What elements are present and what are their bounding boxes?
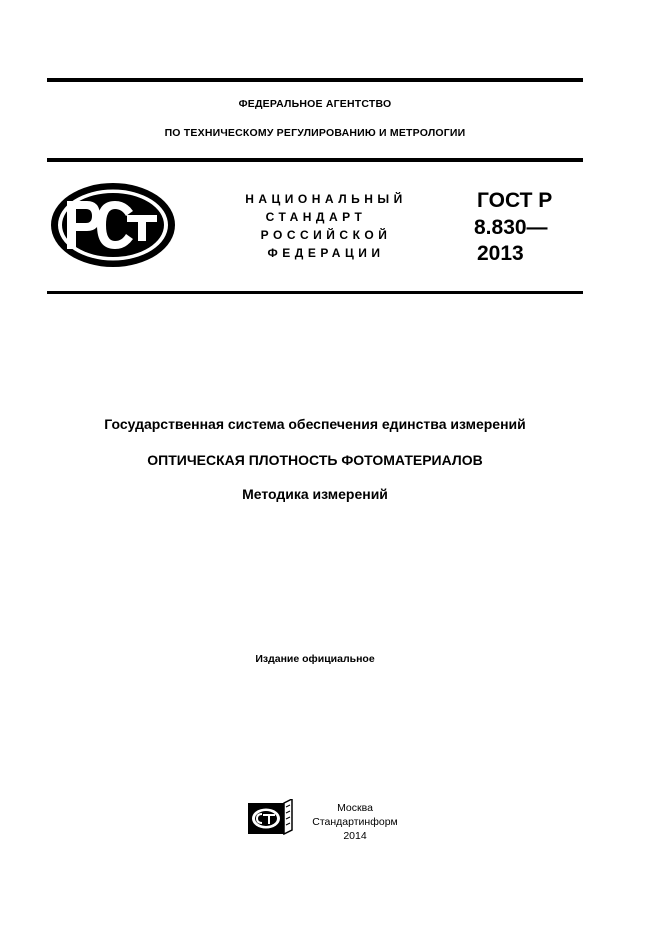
subject-title: ОПТИЧЕСКАЯ ПЛОТНОСТЬ ФОТОМАТЕРИАЛОВ	[147, 452, 483, 468]
standartinform-logo-icon	[248, 799, 294, 835]
standard-type-line-3: РОССИЙСКОЙ	[260, 228, 392, 242]
standard-code-line-2: 8.830—	[474, 216, 548, 239]
standard-type-line-2: СТАНДАРТ	[265, 210, 367, 224]
block-rule	[47, 291, 583, 294]
publisher-city: Москва	[337, 802, 373, 814]
top-rule	[47, 78, 583, 82]
edition-label: Издание официальное	[255, 653, 375, 665]
standard-code-line-1: ГОСТ Р	[477, 189, 553, 212]
standard-type-line-4: ФЕДЕРАЦИИ	[267, 246, 385, 260]
publisher-name: Стандартинформ	[312, 816, 398, 828]
method-title: Методика измерений	[242, 486, 388, 502]
standard-type-line-1: НАЦИОНАЛЬНЫЙ	[245, 192, 407, 206]
agency-line-1: ФЕДЕРАЛЬНОЕ АГЕНТСТВО	[238, 98, 392, 110]
standard-code-line-3: 2013	[477, 242, 524, 265]
publisher-year: 2014	[343, 830, 367, 842]
rst-logo-icon	[47, 179, 179, 271]
agency-line-2: ПО ТЕХНИЧЕСКОМУ РЕГУЛИРОВАНИЮ И МЕТРОЛОГИИ	[164, 127, 466, 139]
system-title: Государственная система обеспечения единства измерений	[104, 416, 526, 432]
header-rule	[47, 158, 583, 162]
